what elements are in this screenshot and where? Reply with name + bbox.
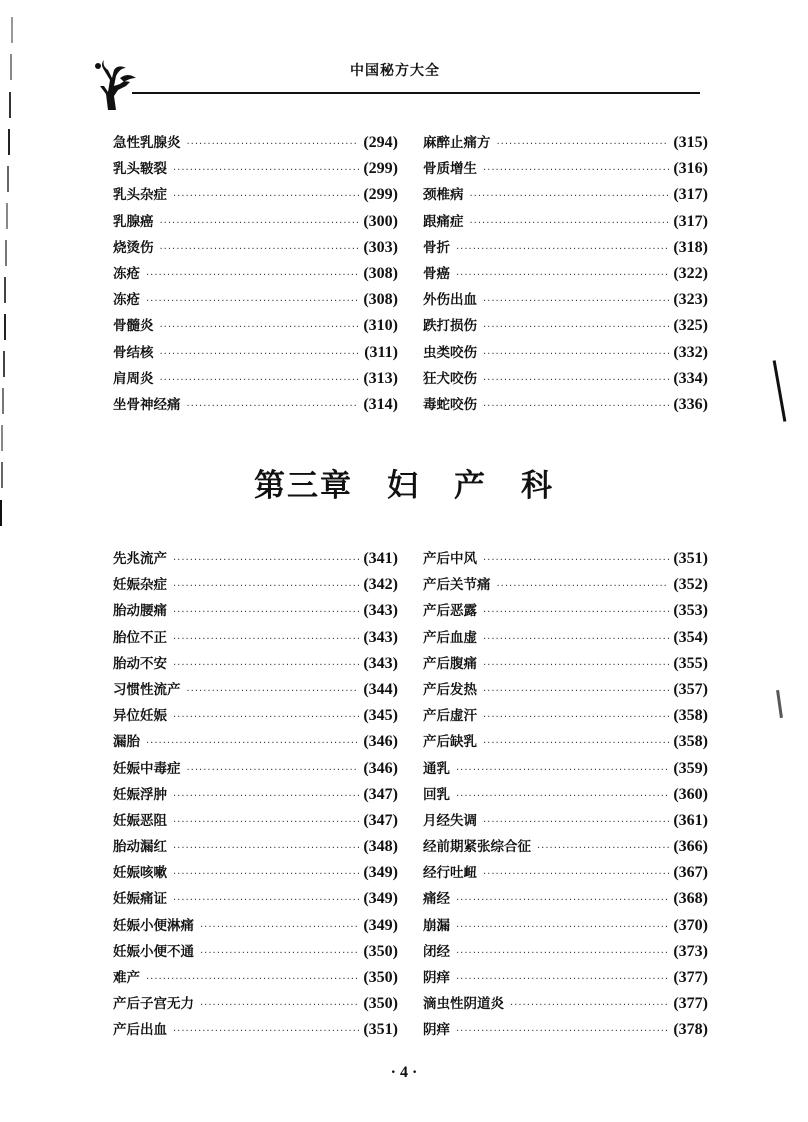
leader-dots [483, 315, 669, 341]
toc-entry[interactable] [423, 182, 708, 208]
entry-page: (341) [363, 550, 398, 567]
leader-dots [173, 574, 359, 600]
scan-artifact [773, 360, 787, 422]
entry-page: (322) [673, 264, 708, 282]
entry-title: 妊娠小便淋痛 [113, 917, 194, 934]
entry-title: 崩漏 [423, 917, 450, 934]
entry-title: 骨质增生 [423, 161, 477, 178]
leader-dots [483, 158, 669, 184]
toc-entry[interactable] [423, 965, 708, 991]
entry-page: (343) [363, 628, 398, 646]
entry-title: 麻醉止痛方 [423, 135, 491, 151]
entry-page: (318) [673, 238, 708, 256]
leader-dots [483, 705, 669, 731]
leader-dots [200, 941, 359, 967]
toc-entry[interactable] [113, 729, 398, 755]
entry-title: 骨癌 [423, 265, 450, 282]
entry-page: (311) [364, 343, 398, 361]
entry-title: 狂犬咬伤 [423, 370, 477, 387]
entry-title: 急性乳腺炎 [113, 135, 181, 151]
leader-dots [173, 627, 359, 653]
toc-entry[interactable] [113, 287, 398, 313]
toc-entry[interactable] [423, 313, 708, 339]
leader-dots [187, 679, 360, 705]
entry-page: (310) [363, 317, 398, 335]
entry-title: 骨折 [423, 239, 450, 256]
entry-title: 骨髓炎 [113, 318, 154, 335]
entry-page: (350) [363, 969, 398, 986]
entry-title: 痛经 [423, 891, 450, 908]
toc-entry[interactable] [113, 625, 398, 651]
leader-dots [200, 993, 359, 1019]
toc-entry[interactable] [423, 392, 708, 418]
entry-title: 妊娠痛证 [113, 891, 167, 908]
entry-title: 通乳 [423, 760, 450, 777]
toc-entry[interactable] [423, 756, 708, 782]
toc-entry[interactable] [113, 913, 398, 939]
toc-entry[interactable] [423, 703, 708, 729]
toc-entry[interactable] [423, 366, 708, 392]
toc-entry[interactable] [113, 392, 398, 418]
toc-entry[interactable] [113, 991, 398, 1017]
entry-page: (299) [363, 186, 398, 204]
chapter-heading [0, 460, 808, 505]
entry-title: 经前期紧张综合征 [423, 839, 531, 856]
leader-dots [173, 888, 359, 914]
entry-page: (299) [363, 160, 398, 178]
entry-page: (313) [363, 369, 398, 387]
entry-title: 异位妊娠 [113, 708, 167, 725]
entry-page: (314) [363, 395, 398, 413]
page-number: · 4 · [390, 1064, 418, 1081]
entry-page: (351) [673, 550, 708, 567]
toc-entry[interactable] [113, 703, 398, 729]
toc-entry[interactable] [113, 209, 398, 235]
toc-entry[interactable] [113, 834, 398, 860]
leader-dots [173, 810, 359, 836]
leader-dots [456, 941, 669, 967]
leader-dots [497, 132, 670, 158]
leader-dots [470, 184, 670, 210]
leader-dots [483, 627, 669, 653]
entry-title: 乳头皲裂 [113, 161, 167, 178]
entry-title: 坐骨神经痛 [113, 396, 181, 413]
running-header [90, 54, 700, 114]
entry-title: 乳头杂症 [113, 187, 167, 204]
entry-page: (378) [673, 1021, 708, 1039]
toc-entry[interactable] [423, 287, 708, 313]
entry-page: (361) [673, 811, 708, 829]
entry-title: 产后腹痛 [423, 655, 477, 672]
leader-dots [160, 342, 361, 368]
toc-entry[interactable] [423, 808, 708, 834]
entry-title: 跌打损伤 [423, 318, 477, 335]
leader-dots [173, 862, 359, 888]
entry-page: (358) [673, 733, 708, 751]
leader-dots [173, 653, 359, 679]
entry-page: (325) [673, 317, 708, 335]
entry-title: 阴痒 [423, 970, 450, 986]
toc-entry[interactable] [113, 235, 398, 261]
leader-dots [160, 211, 360, 237]
toc-entry[interactable] [113, 572, 398, 598]
entry-page: (343) [363, 602, 398, 620]
entry-title: 月经失调 [423, 812, 477, 829]
entry-title: 妊娠中毒症 [113, 760, 181, 777]
entry-title: 虫类咬伤 [423, 344, 477, 361]
leader-dots [483, 342, 669, 368]
entry-title: 漏胎 [113, 734, 140, 751]
toc-entry[interactable] [113, 366, 398, 392]
entry-title: 产后关节痛 [423, 577, 491, 594]
entry-page: (350) [363, 995, 398, 1013]
entry-page: (317) [673, 212, 708, 230]
toc-entry[interactable] [423, 939, 708, 965]
leader-dots [173, 705, 359, 731]
leader-dots [187, 132, 360, 158]
entry-page: (343) [363, 654, 398, 672]
toc-entry[interactable] [113, 313, 398, 339]
leader-dots [470, 211, 670, 237]
toc-entry[interactable] [423, 913, 708, 939]
entry-title: 乳腺癌 [113, 213, 154, 230]
leader-dots [173, 548, 359, 574]
entry-page: (358) [673, 707, 708, 725]
toc-entry[interactable] [113, 965, 398, 991]
toc-entry[interactable] [423, 651, 708, 677]
leader-dots [456, 237, 669, 263]
chapter-title-char: 产 [454, 468, 487, 504]
leader-dots [456, 915, 669, 941]
entry-page: (332) [673, 343, 708, 361]
entry-page: (351) [363, 1021, 398, 1039]
entry-page: (377) [673, 969, 708, 986]
leader-dots [456, 1019, 669, 1045]
entry-title: 妊娠咳嗽 [113, 865, 167, 882]
entry-title: 产后血虚 [423, 629, 477, 646]
entry-title: 回乳 [423, 786, 450, 803]
entry-page: (344) [363, 680, 398, 698]
entry-page: (349) [363, 916, 398, 934]
toc-entry[interactable] [423, 782, 708, 808]
toc-entry[interactable] [423, 235, 708, 261]
leader-dots [537, 836, 669, 862]
toc-entry[interactable] [423, 261, 708, 287]
leader-dots [173, 1019, 359, 1045]
entry-title: 产后子宫无力 [113, 996, 194, 1013]
toc-entry[interactable] [113, 598, 398, 624]
leader-dots [173, 836, 359, 862]
entry-title: 先兆流产 [113, 551, 167, 567]
entry-page: (352) [673, 576, 708, 594]
entry-page: (350) [363, 942, 398, 960]
entry-page: (349) [363, 890, 398, 908]
toc-column-top-right [423, 130, 708, 418]
header-rule [132, 92, 700, 94]
entry-title: 滴虫性阴道炎 [423, 996, 504, 1013]
entry-page: (336) [673, 395, 708, 413]
toc-entry[interactable] [423, 340, 708, 366]
entry-title: 胎动腰痛 [113, 603, 167, 620]
toc-entry[interactable] [113, 130, 398, 156]
leader-dots [160, 315, 360, 341]
entry-page: (308) [363, 291, 398, 309]
entry-page: (354) [673, 628, 708, 646]
toc-column-chapter-right [423, 546, 708, 1044]
entry-title: 颈椎病 [423, 187, 464, 204]
entry-title: 闭经 [423, 943, 450, 960]
entry-page: (355) [673, 654, 708, 672]
entry-page: (294) [363, 134, 398, 151]
leader-dots [456, 888, 669, 914]
toc-entry[interactable] [113, 756, 398, 782]
chapter-title-char: 科 [521, 468, 554, 504]
entry-title: 妊娠浮肿 [113, 786, 167, 803]
entry-title: 毒蛇咬伤 [423, 396, 477, 413]
entry-page: (353) [673, 602, 708, 620]
entry-page: (348) [363, 838, 398, 856]
toc-entry[interactable] [423, 625, 708, 651]
entry-page: (347) [363, 785, 398, 803]
leader-dots [483, 548, 669, 574]
leader-dots [483, 600, 669, 626]
entry-page: (315) [673, 134, 708, 151]
leader-dots [187, 394, 360, 420]
leader-dots [483, 289, 669, 315]
leader-dots [187, 758, 360, 784]
entry-title: 烧烫伤 [113, 239, 154, 256]
chapter-number: 第三章 [254, 468, 353, 504]
toc-entry[interactable] [423, 860, 708, 886]
entry-title: 外伤出血 [423, 292, 477, 309]
entry-page: (303) [363, 238, 398, 256]
toc-column-top-left [113, 130, 398, 418]
entry-title: 难产 [113, 970, 140, 986]
entry-title: 胎位不正 [113, 629, 167, 646]
toc-entry[interactable] [113, 546, 398, 572]
leader-dots [483, 653, 669, 679]
entry-title: 产后恶露 [423, 603, 477, 620]
toc-entry[interactable] [423, 677, 708, 703]
leader-dots [146, 967, 359, 993]
entry-title: 产后缺乳 [423, 734, 477, 751]
entry-title: 阴痒 [423, 1022, 450, 1039]
leader-dots [456, 784, 669, 810]
entry-title: 产后发热 [423, 681, 477, 698]
leader-dots [483, 731, 669, 757]
scan-artifact [776, 690, 783, 718]
toc-entry[interactable] [113, 651, 398, 677]
entry-title: 冻疮 [113, 265, 140, 282]
entry-page: (349) [363, 864, 398, 882]
toc-entry[interactable] [113, 782, 398, 808]
entry-page: (368) [673, 890, 708, 908]
entry-title: 妊娠小便不通 [113, 943, 194, 960]
entry-title: 冻疮 [113, 292, 140, 309]
toc-entry[interactable] [423, 991, 708, 1017]
entry-title: 产后出血 [113, 1022, 167, 1039]
entry-page: (359) [673, 759, 708, 777]
toc-entry[interactable] [113, 340, 398, 366]
book-title: 中国秘方大全 [350, 63, 440, 79]
leader-dots [160, 368, 360, 394]
toc-entry[interactable] [423, 1017, 708, 1043]
leader-dots [160, 237, 360, 263]
toc-entry[interactable] [113, 1017, 398, 1043]
leader-dots [456, 967, 669, 993]
entry-title: 产后虚汗 [423, 708, 477, 725]
toc-entry[interactable] [113, 886, 398, 912]
leader-dots [483, 679, 669, 705]
entry-title: 产后中风 [423, 551, 477, 567]
chapter-title-char: 妇 [387, 468, 420, 504]
entry-title: 胎动漏红 [113, 839, 167, 856]
leader-dots [173, 158, 359, 184]
entry-page: (357) [673, 680, 708, 698]
toc-entry[interactable] [113, 182, 398, 208]
toc-entry[interactable] [113, 261, 398, 287]
toc-entry[interactable] [113, 677, 398, 703]
entry-page: (334) [673, 369, 708, 387]
leader-dots [173, 784, 359, 810]
entry-page: (308) [363, 264, 398, 282]
leader-dots [146, 263, 359, 289]
toc-entry[interactable] [423, 130, 708, 156]
leader-dots [173, 600, 359, 626]
leader-dots [146, 289, 359, 315]
entry-title: 跟痛症 [423, 213, 464, 230]
entry-page: (370) [673, 916, 708, 934]
entry-title: 习惯性流产 [113, 681, 181, 698]
entry-title: 胎动不安 [113, 655, 167, 672]
leader-dots [483, 394, 669, 420]
toc-entry[interactable] [423, 156, 708, 182]
toc-entry[interactable] [423, 834, 708, 860]
leader-dots [483, 862, 669, 888]
toc-entry[interactable] [113, 156, 398, 182]
entry-page: (367) [673, 864, 708, 882]
toc-entry[interactable] [423, 598, 708, 624]
leader-dots [456, 758, 669, 784]
leader-dots [483, 368, 669, 394]
entry-page: (316) [673, 160, 708, 178]
toc-entry[interactable] [423, 209, 708, 235]
entry-page: (347) [363, 811, 398, 829]
leader-dots [510, 993, 669, 1019]
entry-page: (346) [363, 733, 398, 751]
toc-entry[interactable] [113, 860, 398, 886]
entry-page: (373) [673, 942, 708, 960]
entry-page: (377) [673, 995, 708, 1013]
toc-entry[interactable] [423, 886, 708, 912]
entry-title: 妊娠杂症 [113, 577, 167, 594]
toc-entry[interactable] [423, 572, 708, 598]
entry-title: 骨结核 [113, 344, 154, 361]
entry-page: (346) [363, 759, 398, 777]
toc-entry[interactable] [113, 808, 398, 834]
entry-title: 妊娠恶阻 [113, 812, 167, 829]
entry-page: (317) [673, 186, 708, 204]
toc-entry[interactable] [113, 939, 398, 965]
entry-page: (360) [673, 785, 708, 803]
leader-dots [200, 915, 359, 941]
entry-page: (300) [363, 212, 398, 230]
leader-dots [173, 184, 359, 210]
entry-page: (342) [363, 576, 398, 594]
leader-dots [146, 731, 359, 757]
entry-page: (323) [673, 291, 708, 309]
entry-page: (345) [363, 707, 398, 725]
toc-entry[interactable] [423, 729, 708, 755]
toc-entry[interactable] [423, 546, 708, 572]
entry-page: (366) [673, 838, 708, 856]
leader-dots [456, 263, 669, 289]
entry-title: 经行吐衄 [423, 865, 477, 882]
toc-column-chapter-left [113, 546, 398, 1044]
leader-dots [483, 810, 669, 836]
entry-title: 肩周炎 [113, 370, 154, 387]
leader-dots [497, 574, 670, 600]
